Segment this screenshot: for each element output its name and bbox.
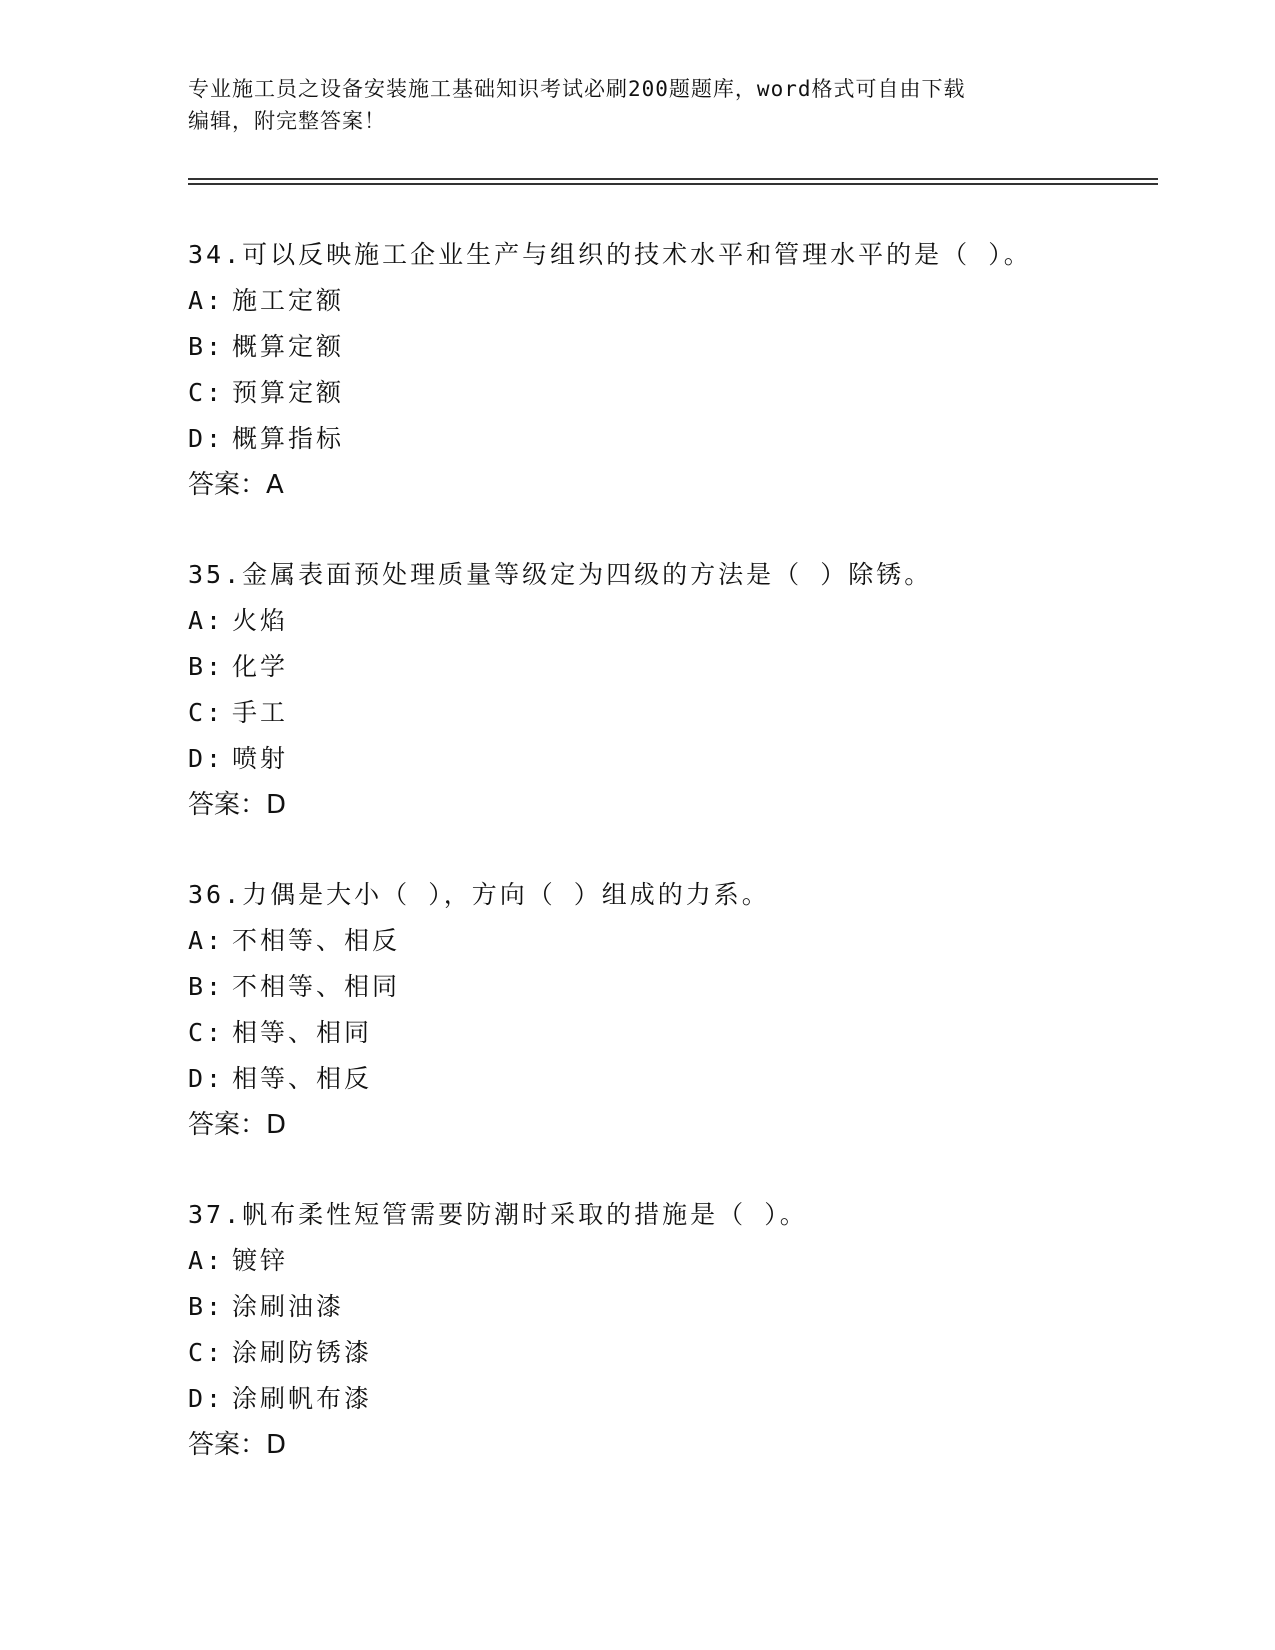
option-c (188, 370, 1168, 416)
option-text: 镀锌 (232, 1246, 289, 1275)
option-text: 施工定额 (232, 286, 345, 315)
option-text: 手工 (232, 698, 289, 727)
question-stem: 35.金属表面预处理质量等级定为四级的方法是（ ）除锈。 (188, 560, 933, 589)
option-c (188, 1330, 1168, 1376)
question-34 (188, 232, 1168, 508)
answer-line: 答案：D (188, 1430, 287, 1460)
option-letter: A: (188, 1246, 225, 1275)
option-a (188, 598, 1168, 644)
question-37 (188, 1192, 1168, 1468)
option-text: 不相等、相同 (232, 972, 401, 1001)
option-b (188, 644, 1168, 690)
option-a (188, 1238, 1168, 1284)
option-letter: B: (188, 652, 225, 681)
option-letter: D: (188, 424, 225, 453)
question-stem: 34.可以反映施工企业生产与组织的技术水平和管理水平的是（ ）。 (188, 240, 1032, 269)
document-header (188, 73, 1088, 137)
option-text: 涂刷帆布漆 (232, 1384, 373, 1413)
option-d (188, 1376, 1168, 1422)
option-letter: C: (188, 1018, 225, 1047)
question-stem: 36.力偶是大小（ ），方向（ ）组成的力系。 (188, 880, 770, 909)
option-b (188, 964, 1168, 1010)
option-text: 相等、相同 (232, 1018, 373, 1047)
option-text: 概算指标 (232, 424, 345, 453)
option-letter: B: (188, 332, 225, 361)
option-b (188, 324, 1168, 370)
option-letter: D: (188, 744, 225, 773)
option-letter: C: (188, 378, 225, 407)
option-text: 火焰 (232, 606, 289, 635)
option-letter: B: (188, 972, 225, 1001)
option-letter: D: (188, 1064, 225, 1093)
option-d (188, 1056, 1168, 1102)
option-text: 不相等、相反 (232, 926, 401, 955)
option-a (188, 918, 1168, 964)
option-letter: C: (188, 1338, 225, 1367)
option-letter: A: (188, 286, 225, 315)
answer-line: 答案：D (188, 790, 287, 820)
option-text: 涂刷防锈漆 (232, 1338, 373, 1367)
option-d (188, 736, 1168, 782)
header-line-2: 编辑，附完整答案！ (188, 109, 386, 133)
header-line-1: 专业施工员之设备安装施工基础知识考试必刷200题题库，word格式可自由下载 (188, 77, 966, 101)
question-stem: 37.帆布柔性短管需要防潮时采取的措施是（ ）。 (188, 1200, 808, 1229)
option-b (188, 1284, 1168, 1330)
option-a (188, 278, 1168, 324)
header-divider-top (188, 178, 1158, 180)
option-text: 相等、相反 (232, 1064, 373, 1093)
answer-line: 答案：A (188, 470, 284, 500)
option-text: 概算定额 (232, 332, 345, 361)
option-letter: B: (188, 1292, 225, 1321)
option-text: 化学 (232, 652, 289, 681)
question-36 (188, 872, 1168, 1148)
option-letter: A: (188, 606, 225, 635)
option-letter: A: (188, 926, 225, 955)
option-d (188, 416, 1168, 462)
option-c (188, 1010, 1168, 1056)
answer-line: 答案：D (188, 1110, 287, 1140)
option-text: 喷射 (232, 744, 289, 773)
question-35 (188, 552, 1168, 828)
option-letter: D: (188, 1384, 225, 1413)
header-divider-bottom (188, 183, 1158, 185)
option-text: 预算定额 (232, 378, 345, 407)
option-text: 涂刷油漆 (232, 1292, 345, 1321)
option-c (188, 690, 1168, 736)
option-letter: C: (188, 698, 225, 727)
